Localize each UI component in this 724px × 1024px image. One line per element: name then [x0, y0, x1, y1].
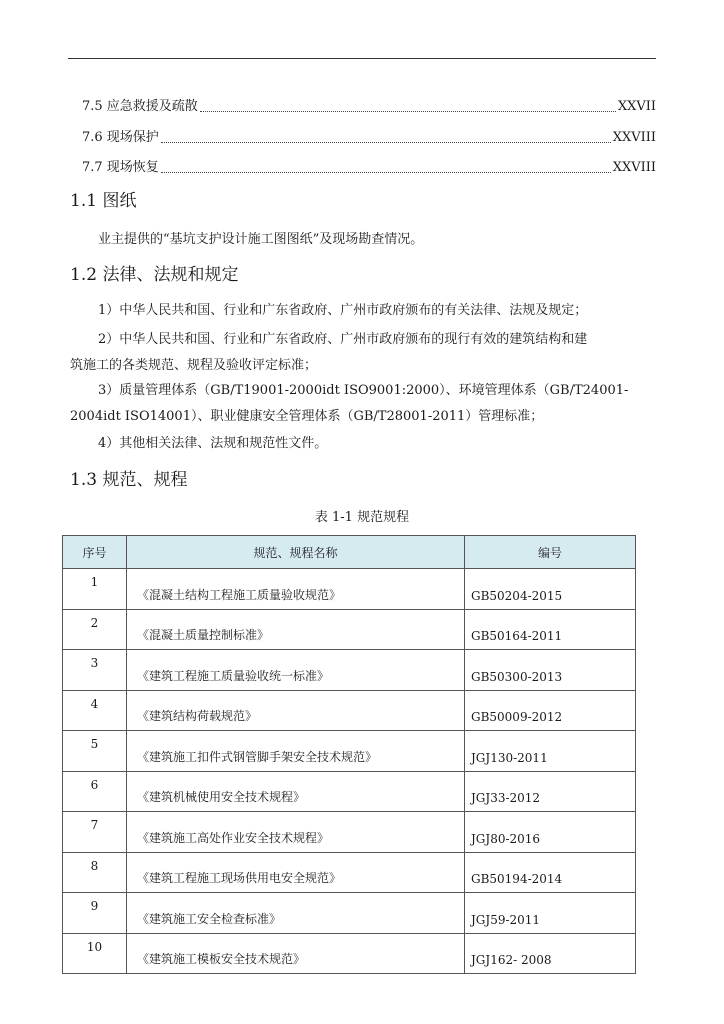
row-name: 《建筑施工安全检查标准》 [127, 893, 465, 934]
table-row [63, 609, 636, 650]
row-name: 《建筑机械使用安全技术规程》 [127, 771, 465, 812]
table-row [63, 771, 636, 812]
row-name: 《混凝土质量控制标准》 [127, 609, 465, 650]
law-item-3-cont: 2004idt ISO14001）、职业健康安全管理体系（GB/T28001-2011）管理标准； [70, 409, 544, 424]
header-index: 序号 [63, 536, 127, 569]
toc-entry-7-5[interactable] [82, 98, 656, 116]
row-code: GB50204-2015 [465, 569, 636, 610]
toc-leader-dots [161, 142, 611, 143]
toc-page-number: XXVIII [612, 130, 656, 145]
paragraph-drawings: 业主提供的“基坑支护设计施工图图纸”及现场勘查情况。 [98, 232, 424, 247]
row-code: GB50164-2011 [465, 609, 636, 650]
toc-page-number: XXVII [617, 99, 656, 114]
row-index: 1 [63, 569, 127, 610]
header-rule [68, 58, 656, 59]
table-header-row [63, 536, 636, 569]
row-name: 《建筑施工模板安全技术规范》 [127, 933, 465, 974]
row-index: 5 [63, 731, 127, 772]
law-item-1: 1）中华人民共和国、行业和广东省政府、广州市政府颁布的有关法律、法规及规定； [98, 303, 588, 318]
header-code: 编号 [465, 536, 636, 569]
row-code: JGJ59-2011 [465, 893, 636, 934]
table-row [63, 893, 636, 934]
law-item-2-cont: 筑施工的各类规范、规程及验收评定标准； [70, 358, 318, 373]
heading-1-3: 1.3 规范、规程 [70, 470, 188, 490]
table-row [63, 731, 636, 772]
row-name: 《建筑施工高处作业安全技术规程》 [127, 812, 465, 853]
row-name: 《建筑结构荷载规范》 [127, 690, 465, 731]
row-name: 《建筑工程施工现场供用电安全规范》 [127, 852, 465, 893]
row-name: 《建筑施工扣件式钢管脚手架安全技术规范》 [127, 731, 465, 772]
table-row [63, 933, 636, 974]
toc-leader-dots [200, 111, 616, 112]
row-code: GB50009-2012 [465, 690, 636, 731]
toc-entry-7-7[interactable] [82, 159, 656, 177]
row-code: GB50194-2014 [465, 852, 636, 893]
row-code: JGJ80-2016 [465, 812, 636, 853]
toc-label: 7.6 现场保护 [82, 130, 159, 145]
table-row [63, 690, 636, 731]
row-code: JGJ33-2012 [465, 771, 636, 812]
law-item-4: 4）其他相关法律、法规和规范性文件。 [98, 436, 328, 451]
toc-leader-dots [161, 172, 611, 173]
toc-label: 7.7 现场恢复 [82, 160, 159, 175]
table-caption: 表 1-1 规范规程 [314, 510, 410, 525]
row-name: 《混凝土结构工程施工质量验收规范》 [127, 569, 465, 610]
row-index: 2 [63, 609, 127, 650]
row-index: 8 [63, 852, 127, 893]
row-code: JGJ162- 2008 [465, 933, 636, 974]
row-index: 6 [63, 771, 127, 812]
toc-entry-7-6[interactable] [82, 129, 656, 147]
toc-page-number: XXVIII [612, 160, 656, 175]
table-row [63, 650, 636, 691]
toc-label: 7.5 应急救援及疏散 [82, 99, 198, 114]
row-index: 4 [63, 690, 127, 731]
row-index: 3 [63, 650, 127, 691]
table-row [63, 812, 636, 853]
standards-table [62, 535, 636, 974]
table-row [63, 852, 636, 893]
row-name: 《建筑工程施工质量验收统一标准》 [127, 650, 465, 691]
heading-1-1: 1.1 图纸 [70, 191, 137, 211]
table-row [63, 569, 636, 610]
row-index: 7 [63, 812, 127, 853]
heading-1-2: 1.2 法律、法规和规定 [70, 265, 239, 285]
row-index: 9 [63, 893, 127, 934]
row-code: GB50300-2013 [465, 650, 636, 691]
row-index: 10 [63, 933, 127, 974]
law-item-3: 3）质量管理体系（GB/T19001-2000idt ISO9001:2000）、环境管理体系（GB/T24001- [98, 383, 629, 398]
law-item-2: 2）中华人民共和国、行业和广东省政府、广州市政府颁布的现行有效的建筑结构和建 [98, 332, 588, 347]
header-name: 规范、规程名称 [127, 536, 465, 569]
row-code: JGJ130-2011 [465, 731, 636, 772]
